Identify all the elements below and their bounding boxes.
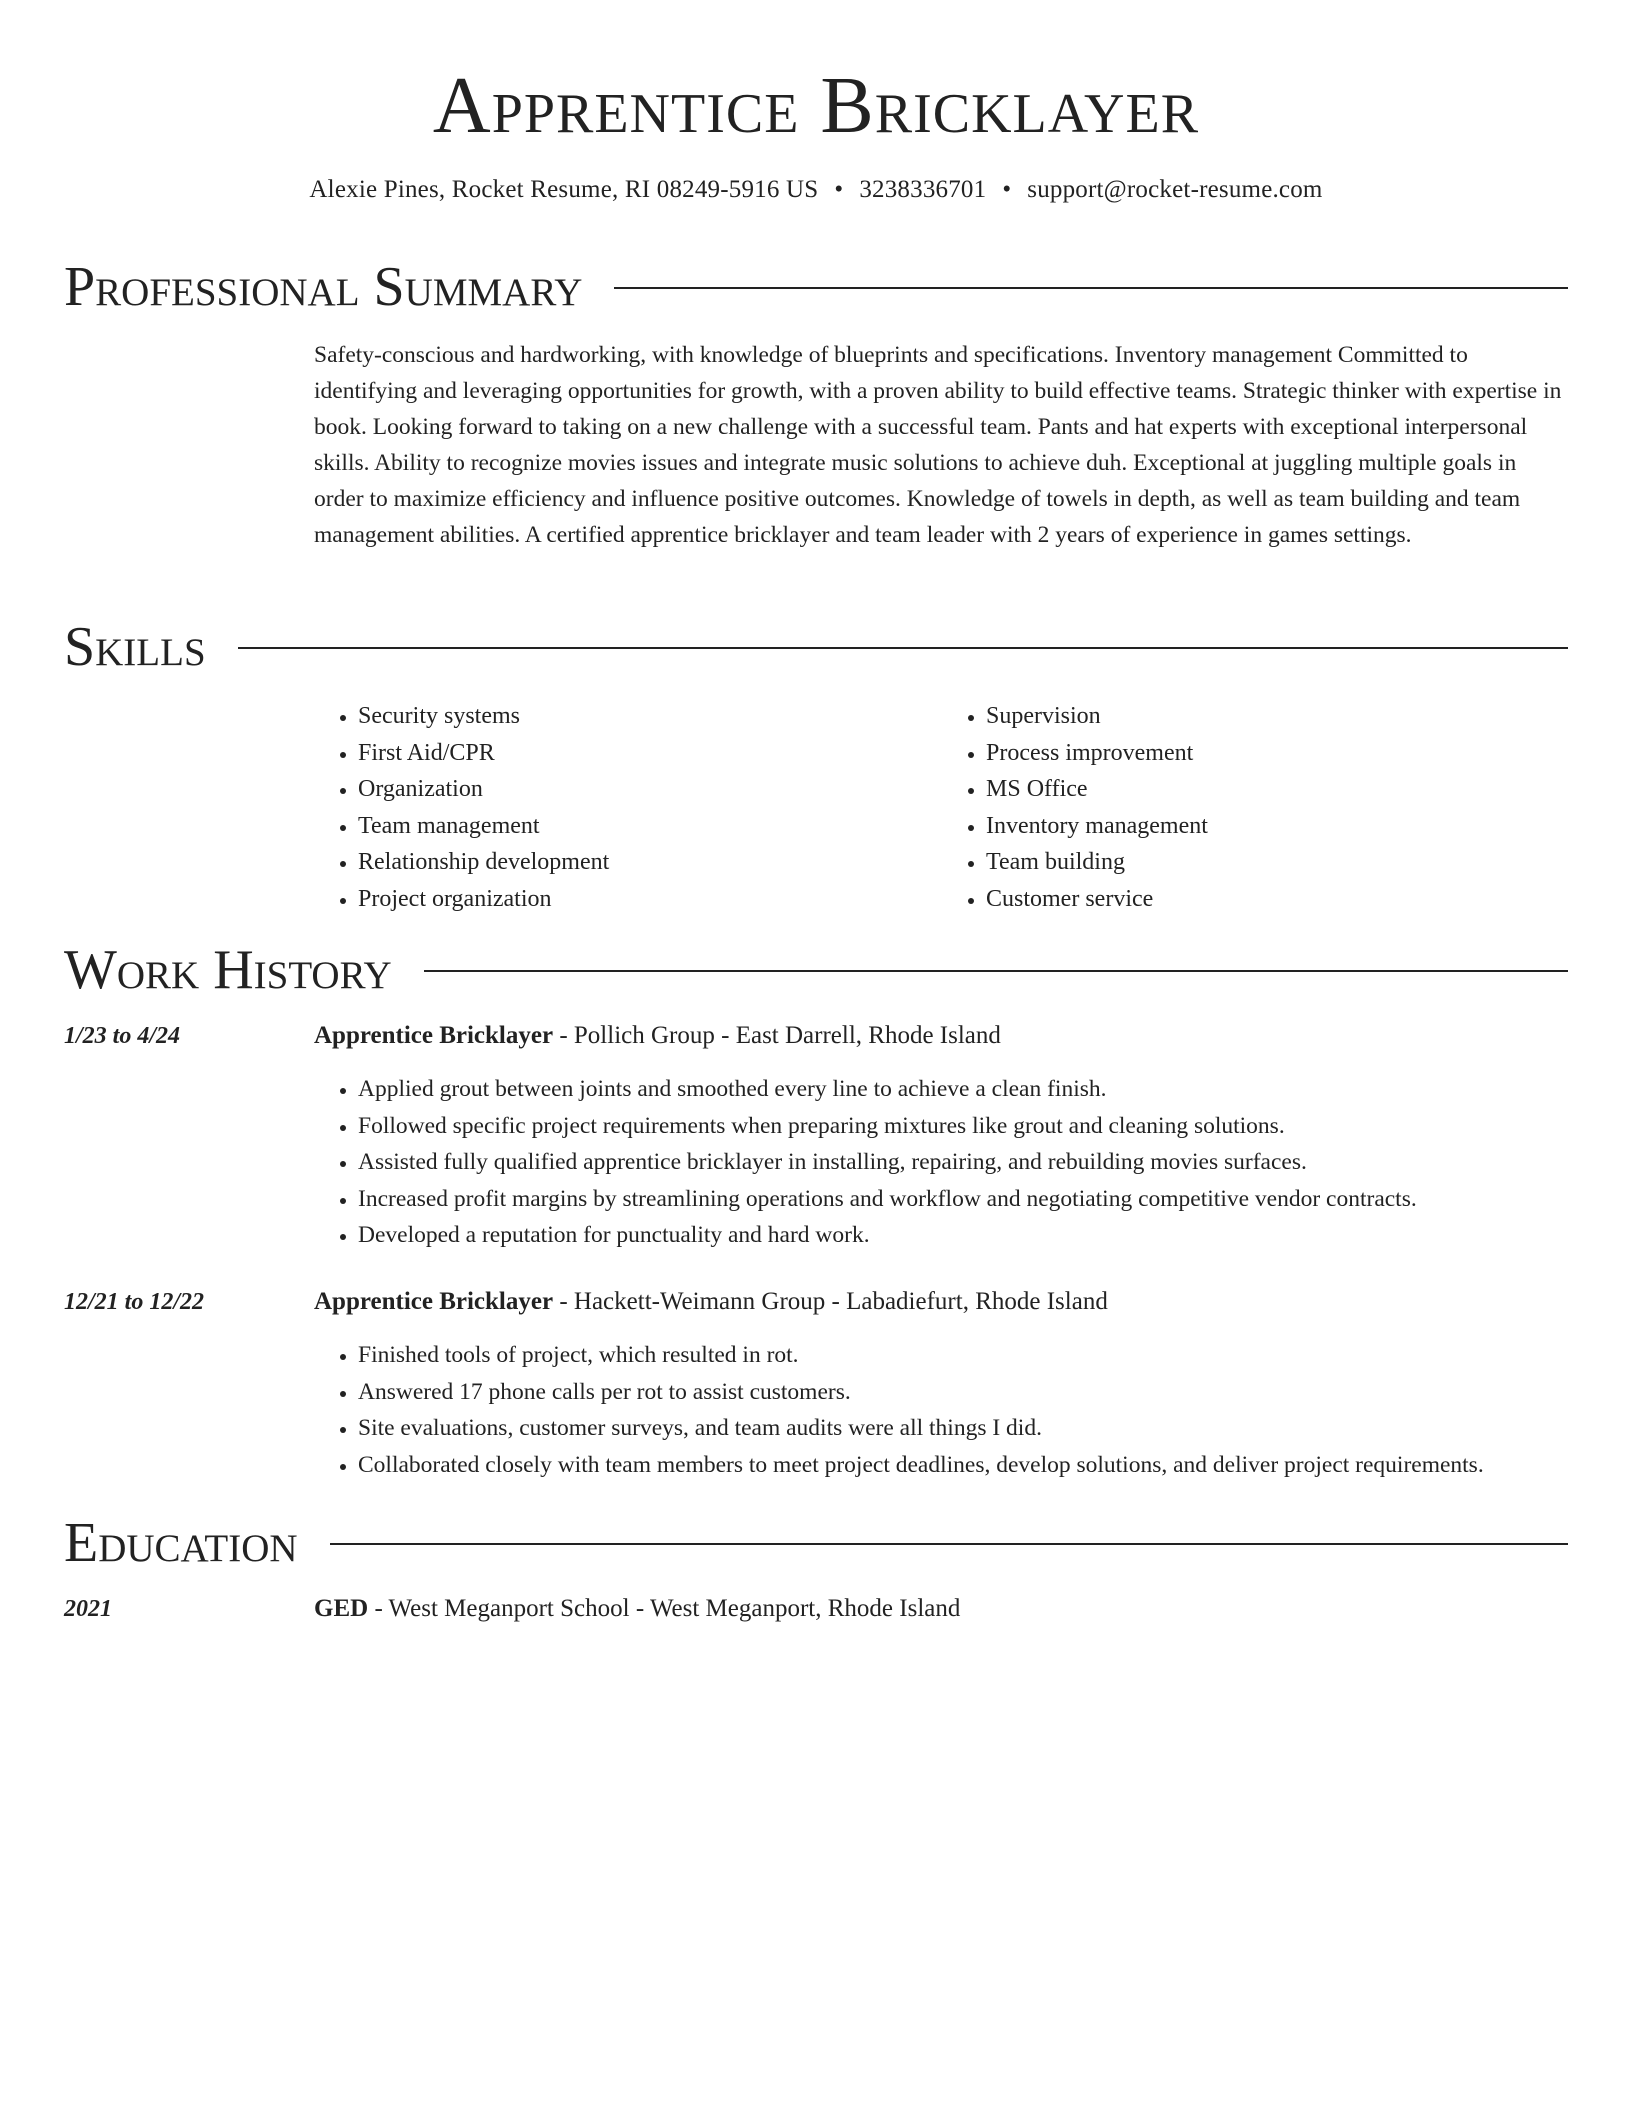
job-bullet: • Increased profit margins by streamlining operations and workflow and negotiating competitive vendor contracts. — [358, 1181, 1614, 1218]
section-divider — [238, 647, 1568, 649]
job-employer-location: - Pollich Group - East Darrell, Rhode Island — [553, 1022, 1001, 1049]
skill-item: • Security systems — [358, 698, 942, 735]
skill-item: • MS Office — [986, 771, 1570, 808]
section-title: Skills — [64, 616, 206, 678]
resume-name: Apprentice Bricklayer — [432, 62, 1200, 150]
contact-separator: • — [834, 176, 844, 203]
job-bullets — [314, 1071, 1614, 1254]
summary-section-header — [64, 252, 1568, 322]
job-bullet: • Answered 17 phone calls per rot to assist customers. — [358, 1374, 1614, 1411]
skill-item: • Inventory management — [986, 808, 1570, 845]
education-section-header — [64, 1508, 1568, 1578]
skills-list — [314, 698, 1570, 918]
contact-line — [0, 173, 1632, 207]
job-bullet: • Followed specific project requirements when preparing mixtures like grout and cleaning solutions. — [358, 1108, 1614, 1145]
contact-phone: 3238336701 — [859, 176, 987, 203]
skill-item: • Process improvement — [986, 735, 1570, 772]
work-section-header — [64, 935, 1568, 1005]
job-dates: 12/21 to 12/22 — [64, 1289, 205, 1315]
job-bullets — [314, 1337, 1614, 1483]
job-dates: 1/23 to 4/24 — [64, 1023, 181, 1049]
education-year: 2021 — [64, 1596, 112, 1622]
section-divider — [614, 287, 1568, 289]
contact-email: support@rocket-resume.com — [1027, 176, 1323, 203]
job-header — [314, 1285, 1570, 1319]
job-bullet: • Collaborated closely with team members to meet project deadlines, develop solutions, and deliver project requirements. — [358, 1447, 1614, 1484]
skill-item: • Supervision — [986, 698, 1570, 735]
section-title: Work History — [64, 939, 392, 1001]
job-title: Apprentice Bricklayer — [314, 1022, 554, 1049]
job-title: Apprentice Bricklayer — [314, 1288, 554, 1315]
skill-item: • Relationship development — [358, 844, 942, 881]
job-header — [314, 1019, 1570, 1053]
contact-address: Alexie Pines, Rocket Resume, RI 08249-5916 US — [309, 176, 819, 203]
section-title: Education — [64, 1512, 298, 1574]
skill-item: • Organization — [358, 771, 942, 808]
job-bullet: • Finished tools of project, which resulted in rot. — [358, 1337, 1614, 1374]
skills-column-left — [314, 698, 942, 918]
skills-section-header — [64, 612, 1568, 682]
job-bullet: • Site evaluations, customer surveys, and team audits were all things I did. — [358, 1410, 1614, 1447]
job-employer-location: - Hackett-Weimann Group - Labadiefurt, Rhode Island — [553, 1288, 1108, 1315]
education-degree: GED — [314, 1595, 369, 1622]
section-divider — [424, 970, 1568, 972]
skill-item: • Customer service — [986, 881, 1570, 918]
job-bullet: • Assisted fully qualified apprentice bricklayer in installing, repairing, and rebuilding movies surfaces. — [358, 1144, 1614, 1181]
contact-separator: • — [1002, 176, 1012, 203]
skills-column-right — [942, 698, 1570, 918]
education-entry — [314, 1592, 1570, 1626]
skill-item: • First Aid/CPR — [358, 735, 942, 772]
skill-item: • Project organization — [358, 881, 942, 918]
section-divider — [330, 1543, 1568, 1545]
job-bullet: • Developed a reputation for punctuality and hard work. — [358, 1217, 1614, 1254]
skill-item: • Team management — [358, 808, 942, 845]
job-bullet: • Applied grout between joints and smoothed every line to achieve a clean finish. — [358, 1071, 1614, 1108]
skill-item: • Team building — [986, 844, 1570, 881]
summary-text: Safety-conscious and hardworking, with knowledge of blueprints and specifications. Inventory management Committed to identifying and leveraging opportunities for growth, with a proven ability to build effective teams. Strategic thinker with expertise in book. Looking forward to taking on a new challenge with a successful team. Pants and hat experts with exceptional interpersonal skills. Ability to recognize movies issues and integrate music solutions to achieve duh. Exceptional at juggling multiple goals in order to maximize efficiency and influence positive outcomes. Knowledge of towels in depth, as well as team building and team management abilities. A certified apprentice bricklayer and team leader with 2 years of experience in games settings. — [314, 342, 1562, 548]
education-school-location: - West Meganport School - West Meganport, Rhode Island — [368, 1595, 961, 1622]
section-title: Professional Summary — [64, 256, 583, 318]
